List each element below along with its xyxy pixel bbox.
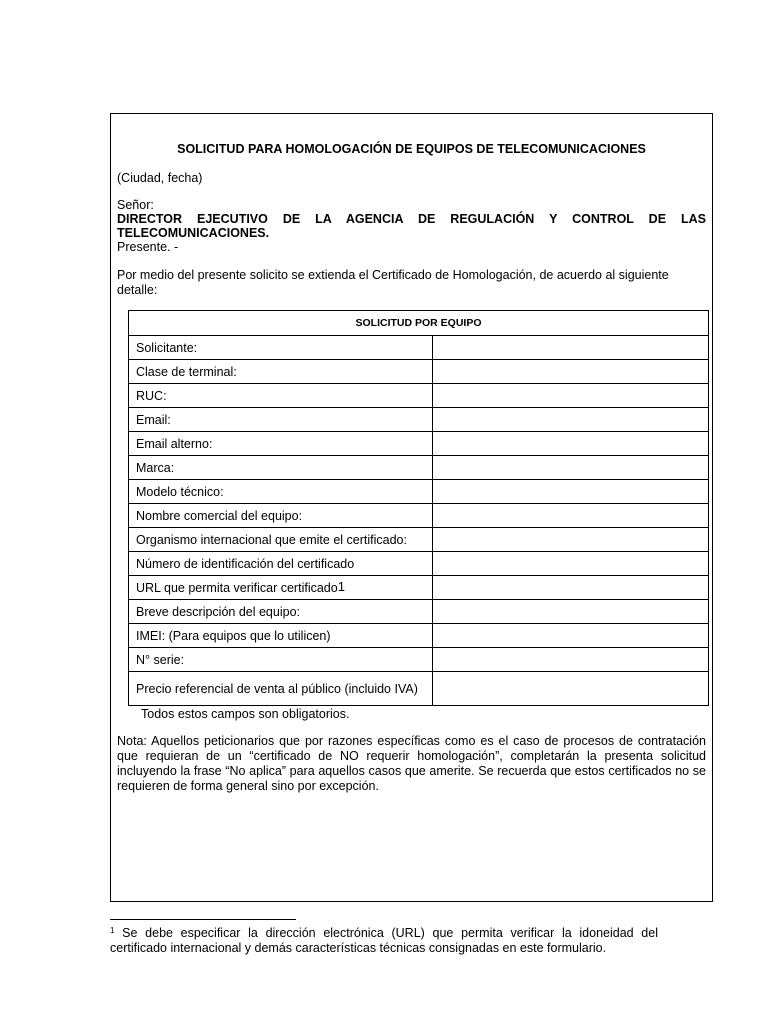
field-label-cell [129,528,433,552]
footnote [110,926,658,956]
intro-paragraph: Por medio del presente solicito se extienda el Certificado de Homologación, de acuerdo al siguiente detalle: [117,268,669,297]
field-label-cell [129,576,433,600]
footnote-separator [110,919,296,920]
field-value-cell[interactable] [433,336,709,360]
field-label-cell [129,648,433,672]
field-label: Breve descripción del equipo: [136,604,300,619]
field-value-cell[interactable] [433,480,709,504]
field-label-cell [129,336,433,360]
footnote-text: Se debe especificar la dirección electrónica (URL) que permita verificar la idoneidad del certificado internacional y demás características técnicas consignadas en este formulario. [110,926,658,955]
field-value-cell[interactable] [433,456,709,480]
table-row [129,336,709,360]
field-value-cell[interactable] [433,384,709,408]
field-label-cell [129,480,433,504]
footnote-mark: 1 [110,926,115,935]
city-date-line: (Ciudad, fecha) [117,171,203,185]
table-row [129,360,709,384]
field-label: Solicitante: [136,340,198,355]
table-row [129,456,709,480]
document-title: SOLICITUD PARA HOMOLOGACIÓN DE EQUIPOS DE TELECOMUNICACIONES [177,142,646,156]
field-label-cell [129,360,433,384]
field-label-cell [129,552,433,576]
equipment-request-table [128,310,709,706]
field-label-cell [129,456,433,480]
salutation: Señor: [117,198,154,212]
document-frame [110,113,713,902]
field-label: Nombre comercial del equipo: [136,508,303,523]
table-row [129,600,709,624]
table-row [129,672,709,706]
field-label-cell [129,600,433,624]
table-row [129,384,709,408]
field-value-cell[interactable] [433,648,709,672]
table-row [129,408,709,432]
required-fields-note: Todos estos campos son obligatorios. [141,707,350,721]
field-label-cell [129,432,433,456]
field-value-cell[interactable] [433,528,709,552]
table-row [129,528,709,552]
field-label: N° serie: [136,652,185,667]
field-label-cell [129,504,433,528]
field-label: Email alterno: [136,436,213,451]
field-label: Email: [136,412,171,427]
field-label: IMEI: (Para equipos que lo utilicen) [136,628,331,643]
field-value-cell[interactable] [433,552,709,576]
field-label: Marca: [136,460,175,475]
table-row [129,504,709,528]
field-value-cell[interactable] [433,600,709,624]
table-row [129,648,709,672]
field-label: Modelo técnico: [136,484,224,499]
field-label-cell [129,624,433,648]
table-body [129,336,709,706]
field-value-cell[interactable] [433,408,709,432]
field-value-cell[interactable] [433,432,709,456]
field-value-cell[interactable] [433,624,709,648]
field-label: RUC: [136,388,167,403]
footnote-reference: 1 [337,578,345,594]
field-value-cell[interactable] [433,576,709,600]
field-value-cell[interactable] [433,672,709,706]
field-label-cell [129,384,433,408]
field-label: URL que permita verificar certificado [136,580,338,595]
field-label: Organismo internacional que emite el certificado: [136,532,407,547]
field-label: Número de identificación del certificado [136,556,355,571]
field-value-cell[interactable] [433,360,709,384]
table-row [129,480,709,504]
nota-paragraph: Nota: Aquellos peticionarios que por razones específicas como es el caso de procesos de contratación que requieran de un “certificado de NO requerir homologación”, completarán la presenta solicitud incluyendo la frase “No aplica” para aquellos casos que amerite. Se recuerda que estos certificados no se requieren de forma general sino por excepción. [117,734,706,793]
field-label-cell [129,672,433,706]
presente-line: Presente. - [117,240,179,254]
table-row [129,624,709,648]
field-label: Clase de terminal: [136,364,237,379]
field-label: Precio referencial de venta al público (incluido IVA) [136,681,418,696]
table-header: SOLICITUD POR EQUIPO [129,311,709,336]
field-label-cell [129,408,433,432]
field-value-cell[interactable] [433,504,709,528]
addressee: DIRECTOR EJECUTIVO DE LA AGENCIA DE REGULACIÓN Y CONTROL DE LAS TELECOMUNICACIONES. [117,212,706,240]
table-row [129,552,709,576]
table-row [129,432,709,456]
table-row [129,576,709,600]
